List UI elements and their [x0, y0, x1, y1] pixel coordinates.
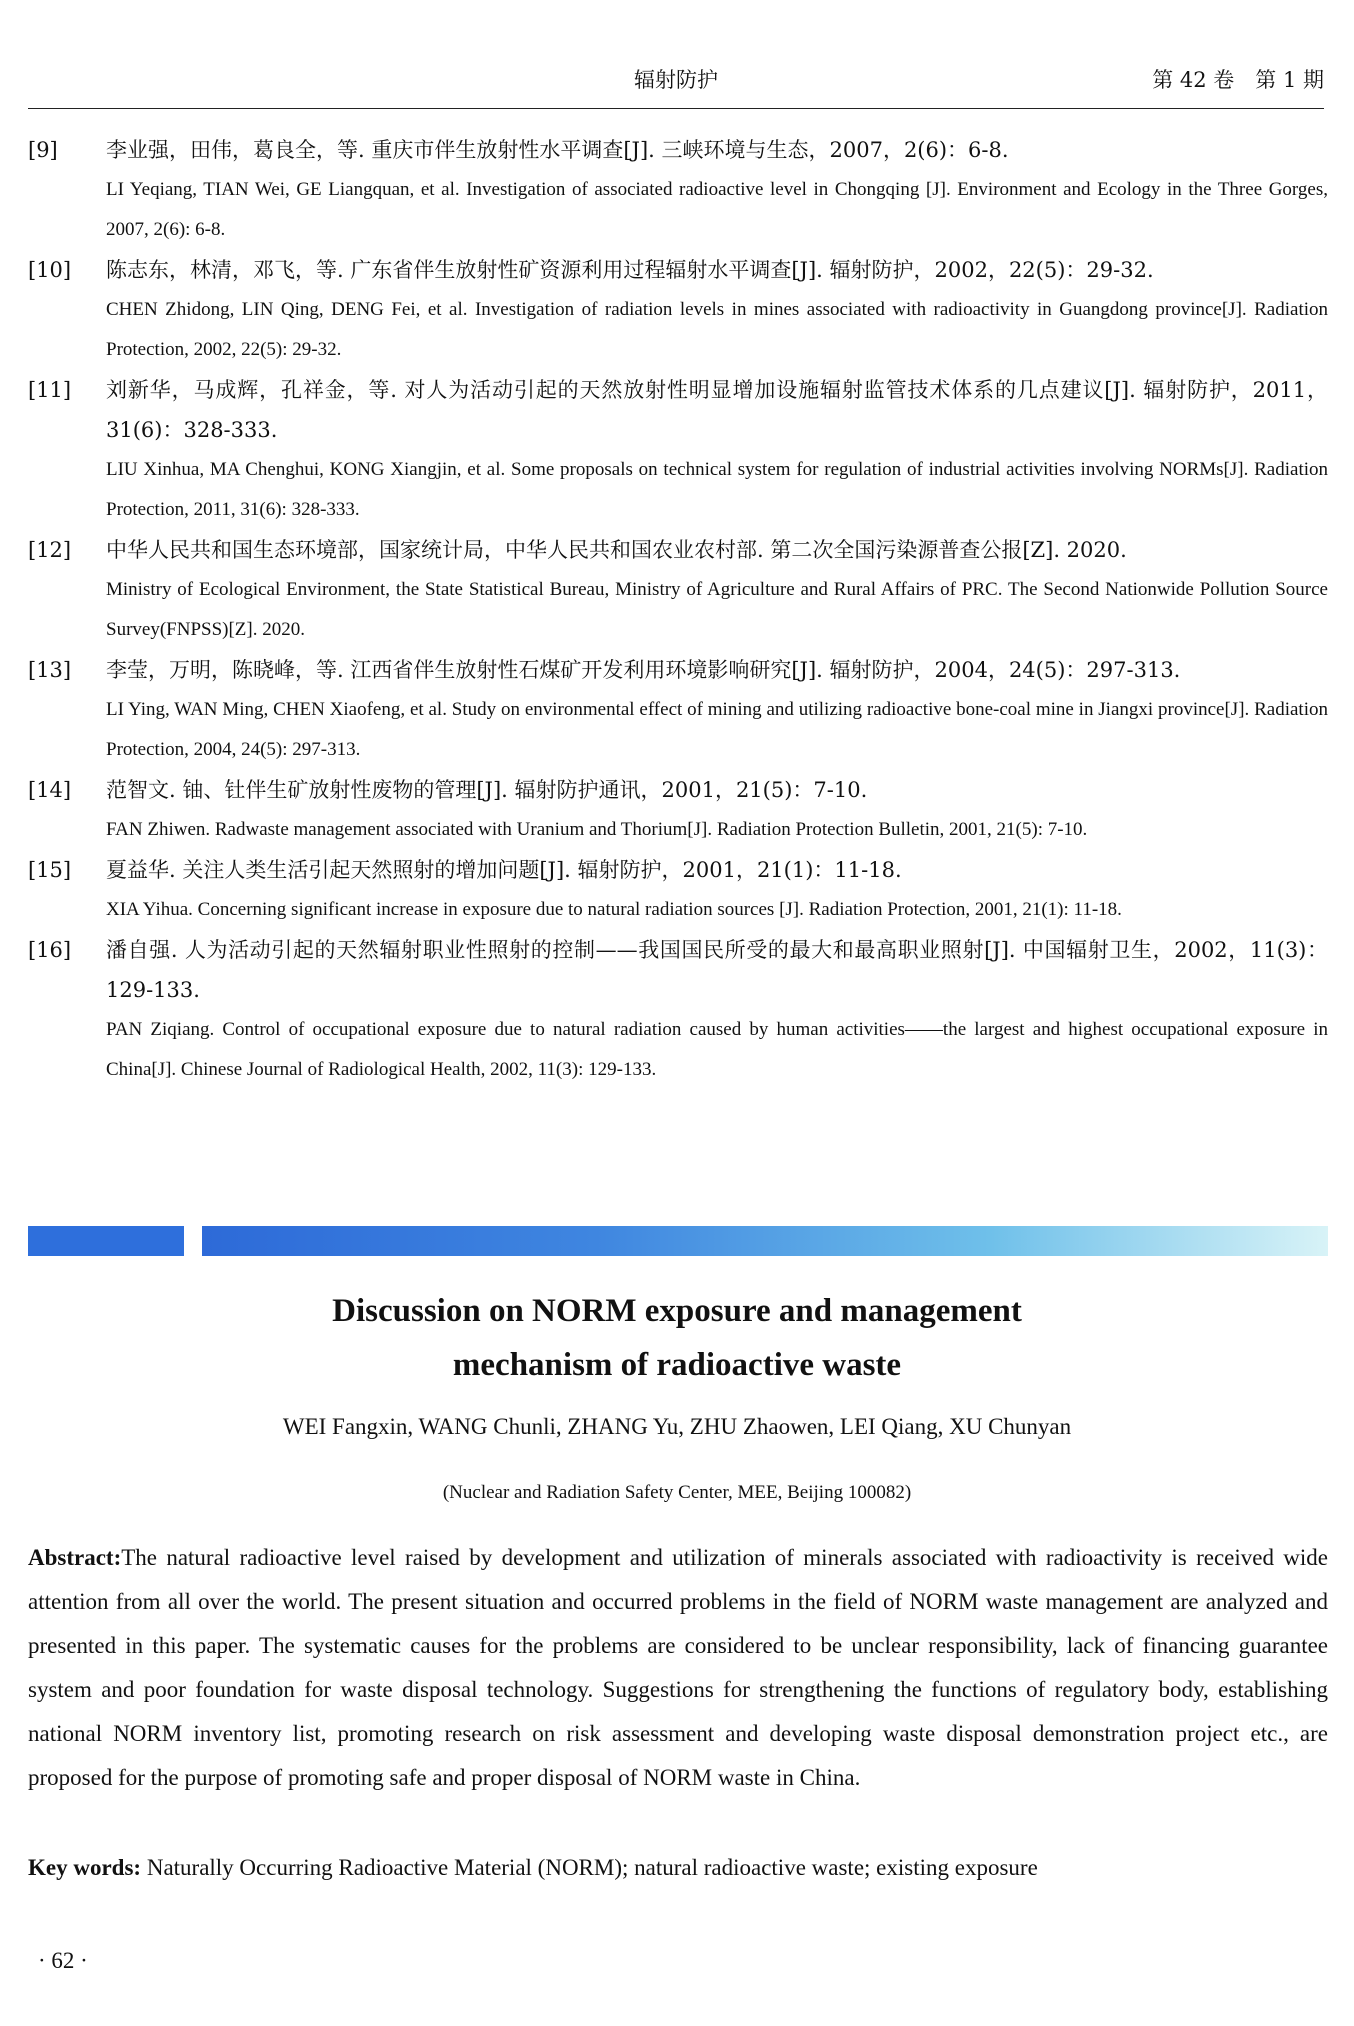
reference-number: [9]	[28, 138, 58, 162]
title-line-2: mechanism of radioactive waste	[452, 1347, 902, 1383]
keywords	[28, 1846, 1328, 1890]
volume-issue: 第 42 卷 第 1 期	[1152, 68, 1324, 92]
reference-item	[28, 530, 1328, 650]
reference-number: [12]	[28, 538, 72, 562]
divider-gradient-bar	[202, 1226, 1328, 1256]
reference-en: Ministry of Ecological Environment, the State Statistical Bureau, Ministry of Agriculture and Rural Affairs of PRC. The Second Nationwide Pollution Source Survey(FNPSS)[Z]. 2020.	[106, 579, 1328, 640]
title-line-1: Discussion on NORM exposure and management	[332, 1293, 1022, 1329]
page-number: · 62 ·	[38, 1948, 88, 1973]
reference-number: [13]	[28, 658, 72, 682]
reference-zh: 陈志东，林清，邓飞，等. 广东省伴生放射性矿资源利用过程辐射水平调查[J]. 辐射防护，2002，22(5)：29-32.	[106, 258, 1154, 282]
reference-zh: 李莹，万明，陈晓峰，等. 江西省伴生放射性石煤矿开发利用环境影响研究[J]. 辐射防护，2004，24(5)：297-313.	[106, 658, 1181, 682]
reference-number: [10]	[28, 258, 72, 282]
english-title	[0, 1284, 1354, 1392]
reference-en: CHEN Zhidong, LIN Qing, DENG Fei, et al. Investigation of radiation levels in mines associated with radioactivity in Guangdong province[J]. Radiation Protection, 2002, 22(5): 29-32.	[106, 299, 1328, 360]
section-divider	[28, 1226, 1328, 1256]
abstract	[28, 1536, 1328, 1800]
reference-item	[28, 650, 1328, 770]
reference-en: FAN Zhiwen. Radwaste management associated with Uranium and Thorium[J]. Radiation Protection Bulletin, 2001, 21(5): 7-10.	[106, 819, 1088, 840]
journal-name: 辐射防护	[634, 68, 718, 92]
divider-block	[28, 1226, 184, 1256]
reference-number: [14]	[28, 778, 72, 802]
authors: WEI Fangxin, WANG Chunli, ZHANG Yu, ZHU Zhaowen, LEI Qiang, XU Chunyan	[282, 1414, 1072, 1439]
reference-list	[28, 130, 1328, 1090]
reference-zh: 中华人民共和国生态环境部，国家统计局，中华人民共和国农业农村部. 第二次全国污染源普查公报[Z]. 2020.	[106, 538, 1127, 562]
abstract-text: The natural radioactive level raised by development and utilization of minerals associated with radioactivity is received wide attention from all over the world. The present situation and occurred problems in the field of NORM waste management are analyzed and presented in this paper. The systematic causes for the problems are considered to be unclear responsibility, lack of financing guarantee system and poor foundation for waste disposal technology. Suggestions for strengthening the functions of regulatory body, establishing national NORM inventory list, promoting research on risk assessment and developing waste disposal demonstration project etc., are proposed for the purpose of promoting safe and proper disposal of NORM waste in China.	[28, 1545, 1328, 1790]
reference-zh: 李业强，田伟，葛良全，等. 重庆市伴生放射性水平调查[J]. 三峡环境与生态，2007，2(6)：6-8.	[106, 138, 1009, 162]
reference-en: LI Yeqiang, TIAN Wei, GE Liangquan, et al. Investigation of associated radioactive level in Chongqing [J]. Environment and Ecology in the Three Gorges, 2007, 2(6): 6-8.	[106, 179, 1328, 240]
reference-item	[28, 850, 1328, 930]
reference-number: [11]	[28, 378, 72, 402]
reference-en: PAN Ziqiang. Control of occupational exposure due to natural radiation caused by human activities——the largest and highest occupational exposure in China[J]. Chinese Journal of Radiological Health, 2002, 11(3): 129-133.	[106, 1019, 1328, 1080]
reference-en: XIA Yihua. Concerning significant increase in exposure due to natural radiation sources [J]. Radiation Protection, 2001, 21(1): 11-18.	[106, 899, 1122, 920]
reference-item	[28, 370, 1328, 530]
reference-number: [16]	[28, 938, 72, 962]
abstract-label: Abstract:	[28, 1545, 122, 1570]
keywords-text: Naturally Occurring Radioactive Material (NORM); natural radioactive waste; existing exposure	[146, 1855, 1038, 1880]
reference-number: [15]	[28, 858, 72, 882]
reference-item	[28, 250, 1328, 370]
reference-zh: 范智文. 铀、钍伴生矿放射性废物的管理[J]. 辐射防护通讯，2001，21(5)：7-10.	[106, 778, 868, 802]
affiliation: (Nuclear and Radiation Safety Center, MEE, Beijing 100082)	[442, 1482, 912, 1503]
reference-item	[28, 770, 1328, 850]
running-header	[28, 58, 1324, 109]
reference-zh: 潘自强. 人为活动引起的天然辐射职业性照射的控制——我国国民所受的最大和最高职业照射[J]. 中国辐射卫生，2002，11(3)：129-133.	[106, 938, 1328, 1002]
keywords-label: Key words:	[28, 1855, 142, 1880]
reference-item	[28, 130, 1328, 250]
reference-zh: 夏益华. 关注人类生活引起天然照射的增加问题[J]. 辐射防护，2001，21(1)：11-18.	[106, 858, 902, 882]
reference-zh: 刘新华，马成辉，孔祥金，等. 对人为活动引起的天然放射性明显增加设施辐射监管技术体系的几点建议[J]. 辐射防护，2011，31(6)：328-333.	[106, 378, 1328, 442]
reference-item	[28, 930, 1328, 1090]
reference-en: LIU Xinhua, MA Chenghui, KONG Xiangjin, et al. Some proposals on technical system for regulation of industrial activities involving NORMs[J]. Radiation Protection, 2011, 31(6): 328-333.	[106, 459, 1328, 520]
reference-en: LI Ying, WAN Ming, CHEN Xiaofeng, et al. Study on environmental effect of mining and utilizing radioactive bone-coal mine in Jiangxi province[J]. Radiation Protection, 2004, 24(5): 297-313.	[106, 699, 1328, 760]
